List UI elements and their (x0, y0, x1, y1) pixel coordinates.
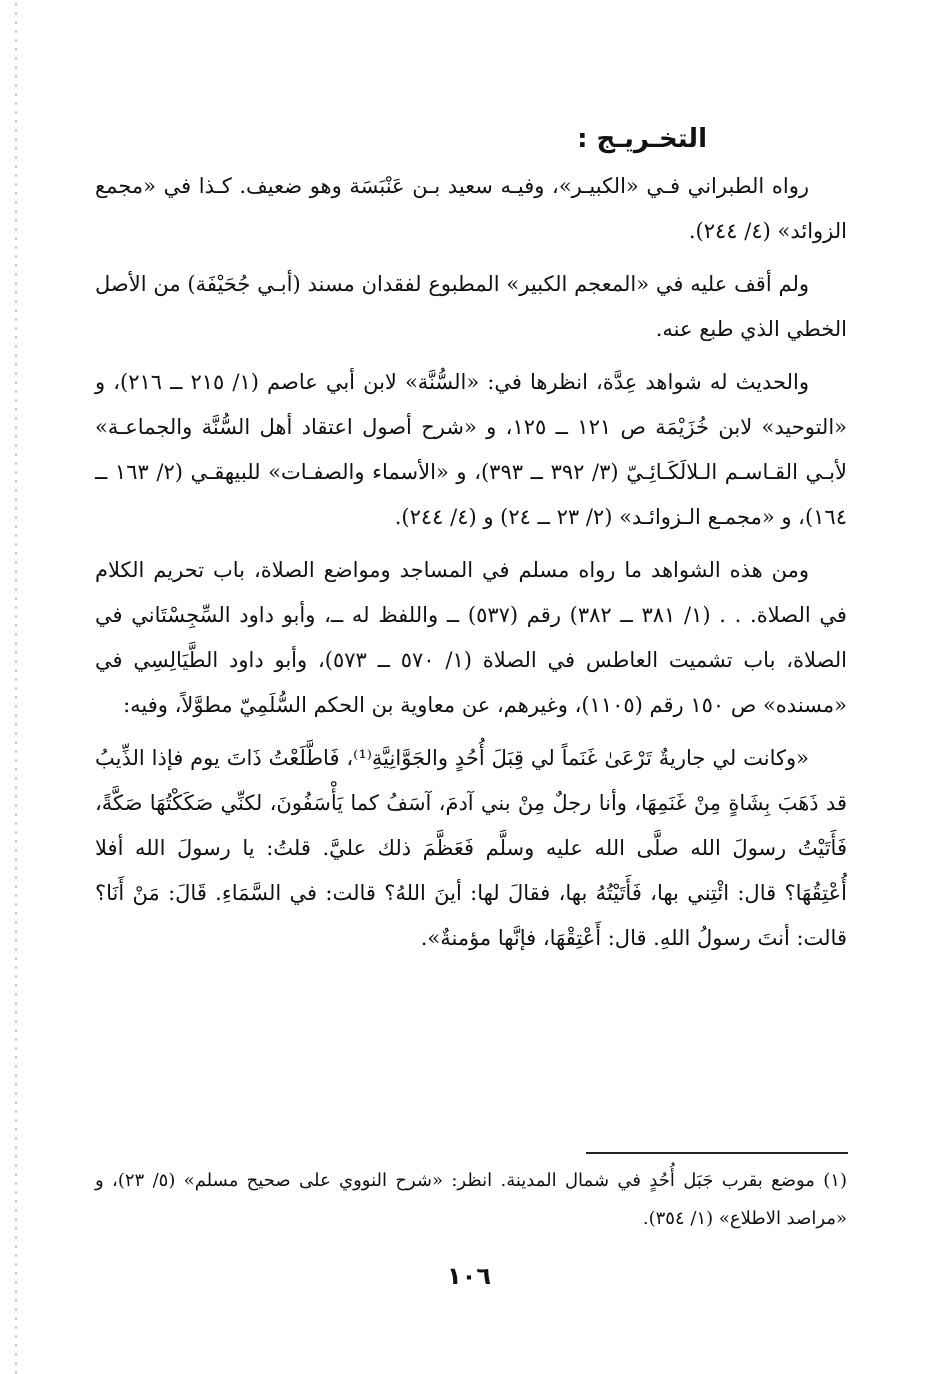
section-heading: التخـريـج : (577, 124, 707, 154)
page-body (95, 118, 847, 969)
page-number: ١٠٦ (447, 1262, 491, 1290)
paragraph-supporting-narrations: والحديث له شواهد عِدَّة، انظرها في: «السُّنَّة» لابن أبي عاصم (١/ ٢١٥ ــ ٢١٦)، و «التوحيد» لابن خُزَيْمَة ص ١٢١ ــ ١٢٥، و «شرح أصول اعتقاد أهل السُّنَّة والجماعـة» لأبـي القـاسـم الـلالَكَـائِـيّ (٣/ ٣٩٢ ــ ٣٩٣)، و «الأسماء والصفـات» للبيهقـي (٢/ ١٦٣ ــ ١٦٤)، و «مجمـع الـزوائـد» (٢/ ٢٣ ــ ٢٤) و (٤/ ٢٤٤). (95, 370, 848, 529)
paragraph-hadith-text: «وكانت لي جاريةٌ تَرْعَىٰ غَنَماً لي قِبَلَ أُحُدٍ والجَوَّانِيَّةِ⁽¹⁾، فَاطَّلَعْتُ ذَاتَ يوم فإذا الذِّيبُ قد ذَهَبَ بِشَاةٍ مِنْ غَنَمِهَا، وأنا رجلٌ مِنْ بني آدمَ، آسَفُ كما يَأْسَفُونَ، لكنِّي صَكَكْتُهَا صَكَّةً، فَأَتَيْتُ رسولَ الله صلَّى الله عليه وسلَّم فَعَظَّمَ ذلك عليَّ. قلتُ: يا رسولَ الله أفلا أُعْتِقُهَا؟ قال: ائْتِني بها، فَأَتَيْتُهُ بها، فقالَ لها: أينَ اللهُ؟ قالت: في السَّمَاءِ. قَالَ: مَنْ أَنَا؟ قالت: أنتَ رسولُ اللهِ. قال: أَعْتِقْهَا، فإنَّها مؤمنةٌ». (95, 746, 847, 950)
footnote-divider (586, 1152, 848, 1154)
paragraph-not-found: ولم أقف عليه في «المعجم الكبير» المطبوع لفقدان مسند (أبـي جُحَيْفَة) من الأصل الخطي الذي طبع عنه. (95, 272, 847, 341)
paragraph-takhrij: رواه الطبراني فـي «الكبيـر»، وفيـه سعيد بـن عَنْبَسَة وهو ضعيف. كـذا في «مجمع الزوائد» (٤/ ٢٤٤). (95, 174, 847, 243)
scan-margin-dots (14, 0, 18, 1374)
paragraph-muslim-narration: ومن هذه الشواهد ما رواه مسلم في المساجد ومواضع الصلاة، باب تحريم الكلام في الصلاة. . . (١/ ٣٨١ ــ ٣٨٢) رقم (٥٣٧) ــ واللفظ له ــ، وأبو داود السِّجِسْتَاني في الصلاة، باب تشميت العاطس في الصلاة (١/ ٥٧٠ ــ ٥٧٣)، وأبو داود الطَّيَالِسِي في «مسنده» ص ١٥٠ رقم (١١٠٥)، وغيرهم، عن معاوية بن الحكم السُّلَمِيّ مطوَّلاً، وفيه: (95, 558, 847, 717)
footnote: (١) موضع بقرب جَبَل أُحُدٍ في شمال المدينة. انظر: «شرح النووي على صحيح مسلم» (٥/ ٢٣)، و «مراصد الاطلاع» (١/ ٣٥٤). (95, 1170, 847, 1229)
